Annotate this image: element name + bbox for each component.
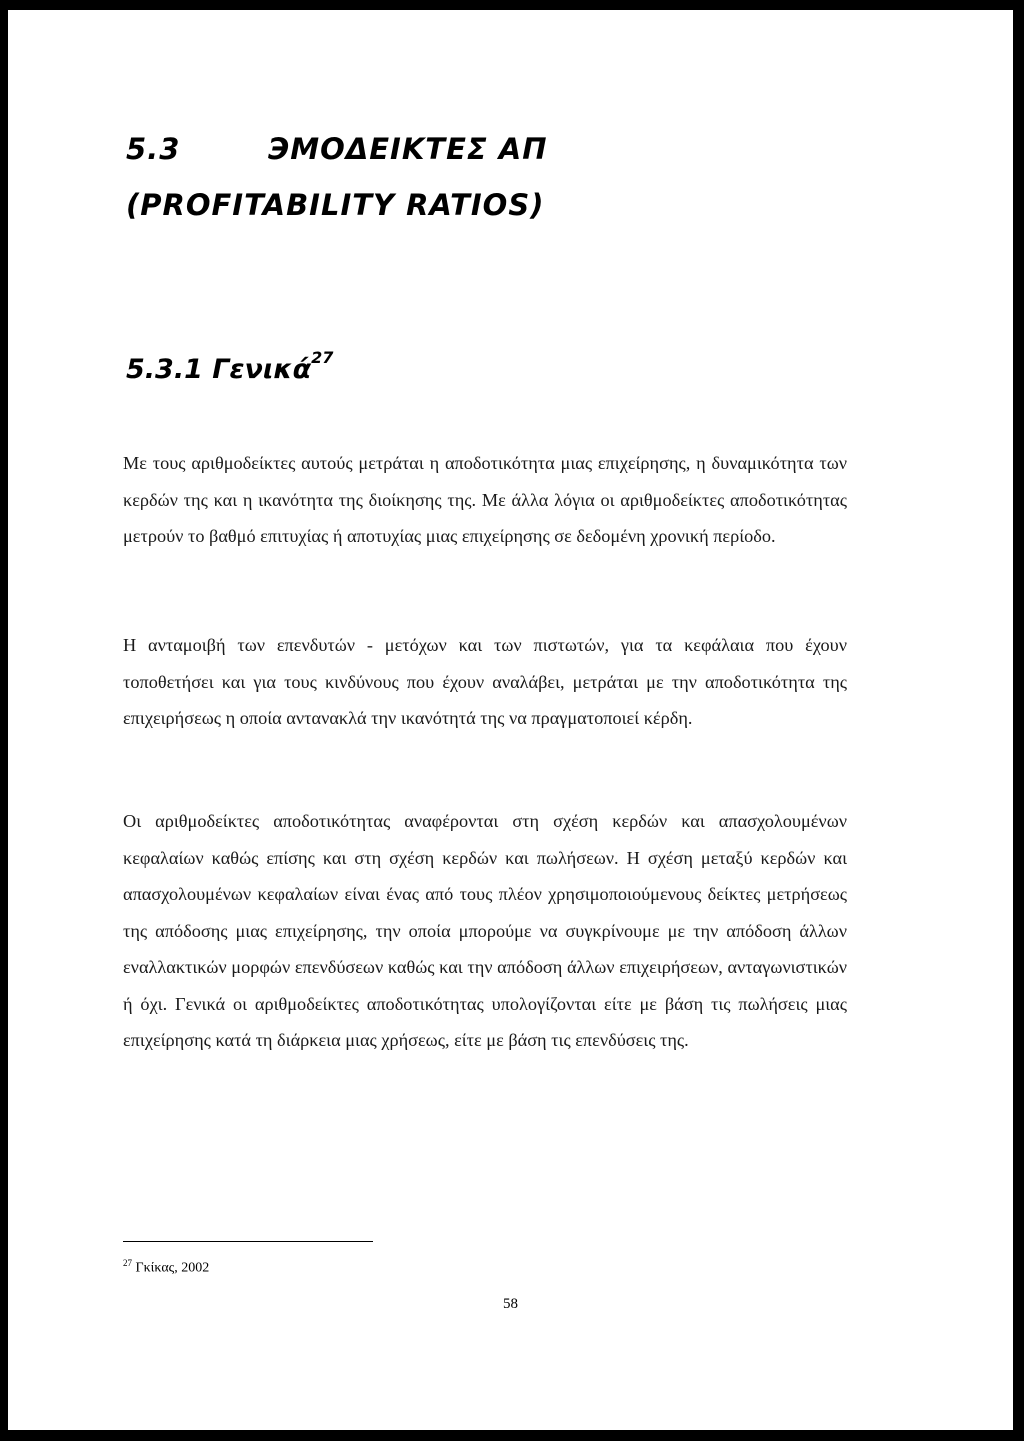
paragraph-2: Η ανταμοιβή των επενδυτών - μετόχων και των πιστωτών, για τα κεφάλαια που έχουν τοποθετήσει και για τους κινδύνους που έχουν αναλάβει, μετράται με την αποδοτικότητα της επιχειρήσεως η οποία αντανακλά την ικανότητά της να πραγματοποιεί κέρδη. (123, 635, 847, 728)
page-number: 58 (503, 1296, 518, 1312)
subsection-title: 5.3.1 Γενικά (126, 354, 312, 385)
section-title-line2: (PROFITABILITY RATIOS) (126, 188, 545, 222)
footnote-reference: 27 (311, 348, 334, 367)
paragraph-1: Με τους αριθμοδείκτες αυτούς μετράται η αποδοτικότητα μιας επιχείρησης, η δυναμικότητα των κερδών της και η ικανότητα της διοίκησης της. Με άλλα λόγια οι αριθμοδείκτες αποδοτικότητας μετρούν το βαθμό επιτυχίας ή αποτυχίας μιας επιχείρησης σε δεδομένη χρονική περίοδο. (123, 453, 847, 546)
footnote-number: 27 (123, 1258, 132, 1268)
section-title-line1: ЭΜΟΔΕΙΚΤΕΣ ΑΠ (268, 132, 548, 166)
footnote (123, 1258, 209, 1277)
section-number: 5.3 (126, 132, 181, 166)
footnote-separator (123, 1241, 373, 1242)
paragraph-3: Οι αριθμοδείκτες αποδοτικότητας αναφέρονται στη σχέση κερδών και απασχολουμένων κεφαλαίων καθώς επίσης και στη σχέση κερδών και πωλήσεων. Η σχέση μεταξύ κερδών και απασχολουμένων κεφαλαίων είναι ένας από τους πλέον χρησιμοποιούμενους δείκτες μετρήσεως της απόδοσης μιας επιχείρησης, την οποία μπορούμε να συγκρίνουμε με την απόδοση άλλων εναλλακτικών μορφών επενδύσεων καθώς και την απόδοση άλλων επιχειρήσεων, ανταγωνιστικών ή όχι. Γενικά οι αριθμοδείκτες αποδοτικότητας υπολογίζονται είτε με βάση τις πωλήσεις μιας επιχείρησης κατά τη διάρκεια μιας χρήσεως, είτε με βάση τις επενδύσεις της. (123, 811, 847, 1050)
subsection-heading (126, 348, 334, 385)
document-page (8, 10, 1013, 1430)
footnote-text: Γκίκας, 2002 (132, 1260, 210, 1276)
section-heading (126, 132, 548, 166)
